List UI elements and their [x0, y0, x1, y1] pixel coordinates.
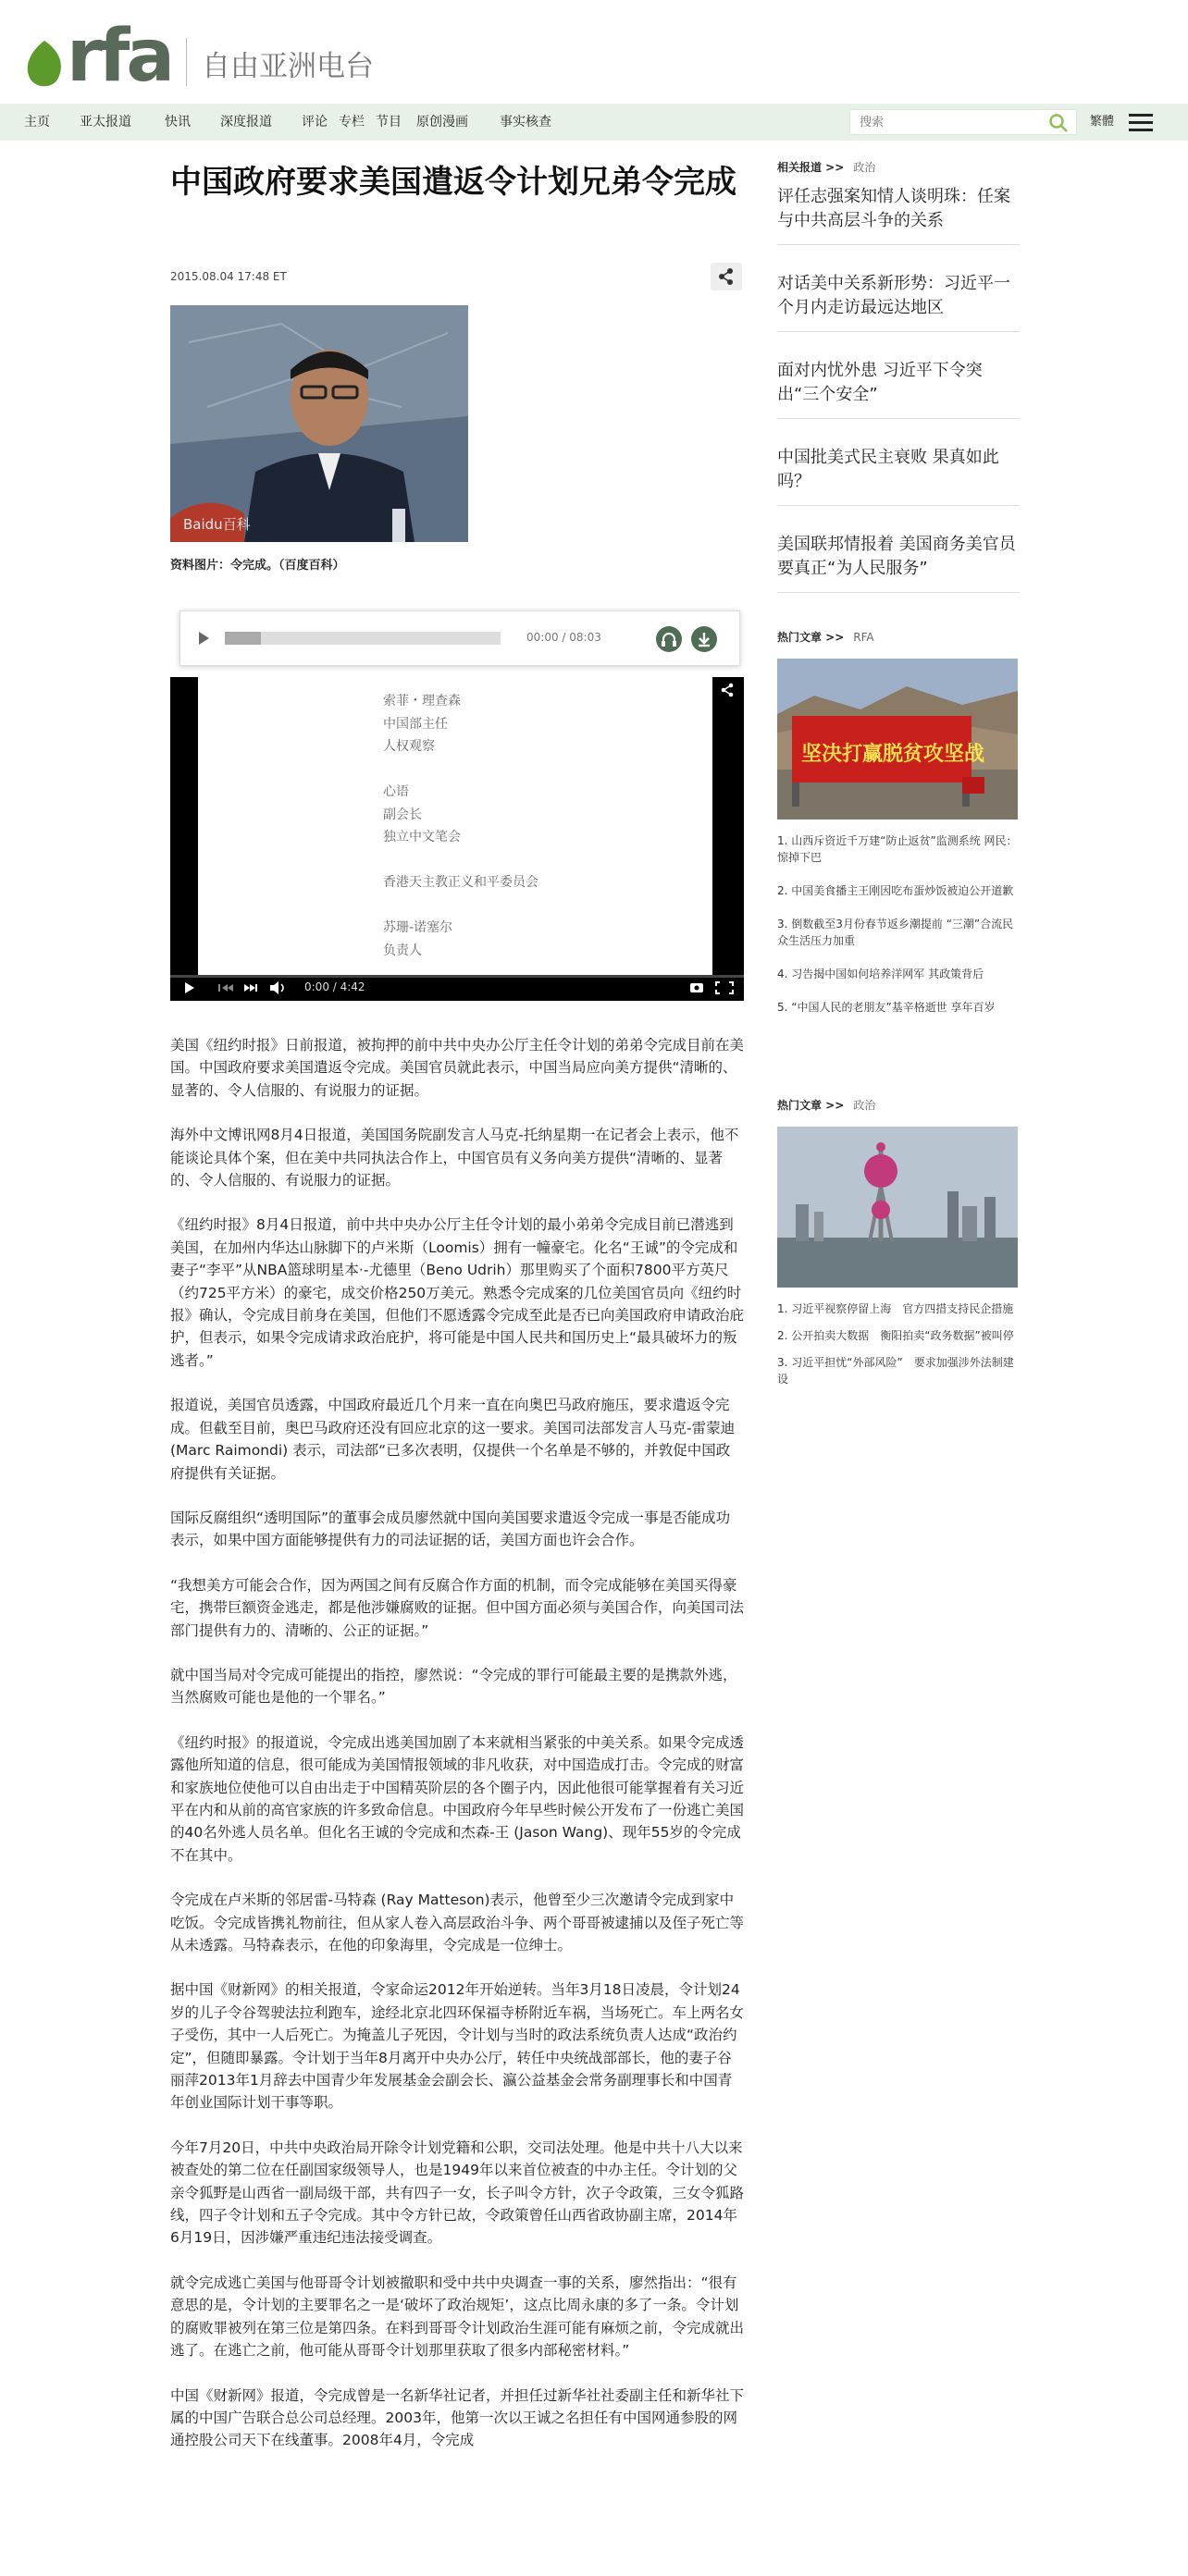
nav-item-cartoons[interactable]: 原创漫画: [416, 115, 468, 129]
logo-divider: [186, 38, 187, 86]
hot-article-item[interactable]: 1. 山西斥资近千万建“防止返贫”监测系统 网民：惊掉下巴: [777, 834, 1018, 864]
nav-item-home[interactable]: 主页: [24, 115, 50, 129]
video-player[interactable]: [170, 677, 744, 1001]
site-logo[interactable]: [24, 15, 375, 98]
hamburger-menu-icon[interactable]: [1129, 114, 1153, 132]
audio-progress-fill: [225, 632, 261, 645]
nav-item-breaking[interactable]: 快讯: [165, 115, 191, 129]
article-paragraph: 美国《纽约时报》日前报道，被拘押的前中共中央办公厅主任令计划的弟弟令完成目前在美国。中国政府要求美国遣返令完成。美国官员就此表示，中国当局应向美方提供“清晰的、显著的、令人信服的、有说服力的证据。: [170, 1037, 745, 1099]
video-time: 0:00 / 4:42: [304, 980, 365, 993]
related-item[interactable]: 面对内忧外患 习近平下令突出“三个安全”: [777, 359, 1020, 419]
video-play-icon[interactable]: [185, 982, 194, 993]
related-heading: 相关报道 >>: [777, 161, 845, 174]
article-paragraph: 报道说，美国官员透露，中国政府最近几个月来一直在向奥巴马政府施压，要求遣返令完成。但截至目前，奥巴马政府还没有回应北京的这一要求。美国司法部发言人马克-雷蒙迪 (Marc Raimondi) 表示，司法部“已多次表明，仅提供一个名单是不够的，并敦促中国政府提供有关证据。: [170, 1397, 736, 1482]
article-paragraph: 今年7月20日，中共中央政治局开除令计划党籍和公职，交司法处理。他是中共十八大以来被查处的第二位在任副国家级领导人，也是1949年以来首位被查的中办主任。令计划的父亲令狐野是山西省一副局级干部，共有四子一女，长子叫令方针，次子令政策，三女令狐路线，四子令计划和五子令完成。其中令方针已故，令政策曾任山西省政协副主席，2014年6月19日，因涉嫌严重违纪违法接受调查。: [170, 2138, 745, 2247]
article-date: 2015.08.04 17:48 ET: [170, 270, 287, 283]
nav-item-asia-pacific[interactable]: 亚太报道: [80, 115, 131, 129]
related-item[interactable]: 对话美中关系新形势：习近平一个月内走访最远达地区: [777, 272, 1020, 332]
leaf-logo-icon: [24, 39, 65, 89]
nav-item-programs[interactable]: 节目: [376, 115, 402, 129]
video-next-icon[interactable]: [244, 984, 257, 992]
download-icon[interactable]: [691, 626, 717, 652]
nav-item-commentary[interactable]: 评论: [302, 115, 328, 129]
related-item[interactable]: 中国批美式民主衰败 果真如此吗？: [777, 446, 1020, 506]
related-label[interactable]: [777, 159, 875, 175]
hot-article-list: [777, 832, 1018, 1032]
hot-subcategory: RFA: [853, 631, 874, 644]
hot-article-item[interactable]: 2. 中国美食播主王刚因吃布蛋炒饭被迫公开道歉: [777, 884, 1014, 897]
hot2-article-item[interactable]: 2. 公开拍卖大数据 衡阳拍卖“政务数据”被叫停: [777, 1329, 1014, 1342]
related-item[interactable]: 评任志强案知情人谈明珠：任案与中共高层斗争的关系: [777, 185, 1020, 245]
video-prev-icon[interactable]: [218, 984, 233, 992]
article-paragraph: 据中国《财新网》的相关报道，令家命运2012年开始逆转。当年3月18日凌晨，令计划24岁的儿子令谷驾驶法拉利跑车，途经北京北四环保福寺桥附近车祸，当场死亡。车上两名女子受伤，其中一人后死亡。为掩盖儿子死因，令计划与当时的政法系统负责人达成“政治约定”，但随即暴露。令计划于当年8月离开中央办公厅，转任中央统战部部长，他的妻子谷丽萍2013年1月辞去中国青少年发展基金会副会长、瀛公益基金会常务副理事长和中国青年创业国际计划干事等职。: [170, 1981, 745, 2112]
article-paragraph: 国际反腐组织“透明国际”的董事会成员廖然就中国向美国要求遣返令完成一事是否能成功表示，如果中国方面能够提供有力的司法证据的话，美国方面也许会合作。: [170, 1509, 731, 1549]
nav-item-in-depth[interactable]: 深度报道: [220, 115, 272, 129]
hot-article-item[interactable]: 3. 倒数截至3月份春节返乡潮提前 “三潮”合流民众生活压力加重: [777, 918, 1014, 947]
video-frame: [198, 677, 712, 975]
related-subcategory: 政治: [853, 161, 876, 174]
audio-player: [179, 610, 740, 666]
main-nav: [0, 104, 1188, 141]
hot2-article-item[interactable]: 1. 习近平视察停留上海 官方四措支持民企措施: [777, 1302, 1014, 1315]
hot2-article-list: [777, 1300, 1018, 1398]
nav-item-columns[interactable]: 专栏: [339, 115, 365, 129]
search-input[interactable]: [850, 110, 1035, 134]
audio-time: 00:00 / 08:03: [526, 631, 601, 644]
fullscreen-icon[interactable]: [716, 982, 733, 993]
video-settings-icon[interactable]: [690, 983, 703, 992]
hot-article-item[interactable]: 4. 习告揭中国如何培养洋网军 其政策背后: [777, 968, 984, 980]
photo-caption: 资料图片：令完成。（百度百科）: [170, 559, 345, 573]
headphones-icon[interactable]: [656, 626, 682, 652]
article-paragraph: 《纽约时报》8月4日报道，前中共中央办公厅主任令计划的最小弟弟令完成目前已潜逃到美国，在加州内华达山脉脚下的卢米斯（Loomis）拥有一幢豪宅。化名“王诚”的令完成和妻子“李平”从NBA篮球明星本·-尤德里（Beno Udrih）那里购买了个面积7800平方英尺（约725平方米）的豪宅，成交价格250万美元。熟悉令完成案的几位美国官员向《纽约时报》确认，令完成目前身在美国，但他们不愿透露令完成至此是否已向美国政府申请政治庇护，但表示，如果令完成请求政治庇护，将可能是中国人民共和国历史上“最具破坏力的叛逃者。”: [170, 1216, 745, 1369]
hot-feature-image[interactable]: [777, 659, 1018, 820]
hot2-subcategory: 政治: [853, 1099, 876, 1112]
search-icon[interactable]: [1048, 113, 1069, 133]
search-box: [849, 109, 1077, 135]
hot-banner-text: 坚决打赢脱贫攻坚战: [801, 743, 985, 766]
article-photo: [170, 305, 468, 542]
share-button[interactable]: [711, 263, 742, 290]
nav-item-fact-check[interactable]: 事实核查: [500, 115, 551, 129]
hot-article-item[interactable]: 5. “中国人民的老朋友”基辛格逝世 享年百岁: [777, 1001, 996, 1014]
hot2-label[interactable]: [777, 1097, 875, 1113]
article-paragraph: “我想美方可能会合作，因为两国之间有反腐合作方面的机制，而令完成能够在美国买得豪宅，携带巨额资金逃走，都是他涉嫌腐败的证据。但中国方面必须与美国合作，向美国司法部门提供有力的、清晰的、公正的证据。”: [170, 1576, 745, 1639]
article-paragraph: 中国《财新网》报道，令完成曾是一名新华社记者，并担任过新华社社委副主任和新华社下属的中国广告联合总公司总经理。2003年，他第一次以王诚之名担任有中国网通参股的网通控股公司天下在线董事。2008年4月，令完成: [170, 2386, 745, 2449]
volume-icon[interactable]: [270, 981, 283, 994]
photo-watermark: Baidu百科: [183, 516, 251, 533]
hot2-feature-image[interactable]: [777, 1127, 1018, 1288]
audio-progress-bar[interactable]: [225, 632, 501, 645]
video-credits: 索菲・理查森 中国部主任 人权观察 心语 副会长 独立中文笔会 香港天主教正义和平委员会 苏珊-诺塞尔 负责人: [383, 694, 538, 958]
article-paragraph: 令完成在卢米斯的邻居雷-马特森 (Ray Matteson)表示，他曾至少三次邀请令完成到家中吃饭。令完成皆携礼物前往，但从家人卷入高层政治斗争、两个哥哥被逮捕以及侄子死亡等从未透露。马特森表示，在他的印象海里，令完成是一位绅士。: [170, 1892, 745, 1954]
article-paragraph: 海外中文博讯网8月4日报道，美国国务院副发言人马克-托纳星期一在记者会上表示，他不能谈论具体个案，但在美中共同执法合作上，中国官员有义务向美方提供“清晰的、显著的、令人信服的、有说服力的证据。: [170, 1127, 739, 1189]
article-paragraph: 就令完成逃亡美国与他哥哥令计划被撤职和受中共中央调查一事的关系，廖然指出：“很有意思的是，令计划的主要罪名之一是‘破坏了政治规矩’，这点比周永康的多了一条。令计划的腐败罪被列在第三位是第四条。在料到哥哥令计划政治生涯可能有麻烦之前，令完成就出逃了。在逃亡之前，他可能从哥哥令计划那里获取了很多内部秘密材料。”: [170, 2274, 745, 2360]
site-header: [0, 0, 1188, 104]
language-toggle[interactable]: 繁體: [1090, 115, 1115, 129]
audio-play-icon[interactable]: [199, 632, 209, 645]
hot2-heading: 热门文章 >>: [777, 1099, 845, 1112]
video-share-icon[interactable]: [718, 681, 736, 699]
related-item[interactable]: 美国联邦情报着 美国商务美官员要真正“为人民服务”: [777, 533, 1020, 593]
hot-label[interactable]: [777, 629, 874, 645]
logo-wordmark: rfa: [67, 15, 172, 98]
hot2-article-item[interactable]: 3. 习近平担忧“外部风险” 要求加强涉外法制建设: [777, 1356, 1014, 1386]
article-title: 中国政府要求美国遣返令计划兄弟令完成: [170, 164, 736, 201]
article-paragraph: 就中国当局对令完成可能提出的指控，廖然说：“令完成的罪行可能最主要的是携款外逃，当然腐败可能也是他的一个罪名。”: [170, 1666, 737, 1707]
article-body: [170, 1034, 744, 2474]
share-icon: [711, 263, 742, 290]
hot-heading: 热门文章 >>: [777, 631, 845, 644]
video-controls: [170, 975, 744, 1001]
portrait-image: [170, 305, 468, 542]
logo-chinese-name: 自由亚洲电台: [202, 49, 375, 83]
article-paragraph: 《纽约时报》的报道说，令完成出逃美国加剧了本来就相当紧张的中美关系。如果令完成透露他所知道的信息，很可能成为美国情报领域的非凡收获，对中国造成打击。令完成的财富和家族地位使他可以自由出走于中国精英阶层的各个圈子内，因此他很可能掌握着有关习近平在内和从前的高官家族的许多致命信息。中国政府今年早些时候公开发布了一份逃亡美国的40名外逃人员名单。但化名王诚的令完成和杰森-王 (Jason Wang)、现年55岁的令完成不在其中。: [170, 1733, 745, 1864]
